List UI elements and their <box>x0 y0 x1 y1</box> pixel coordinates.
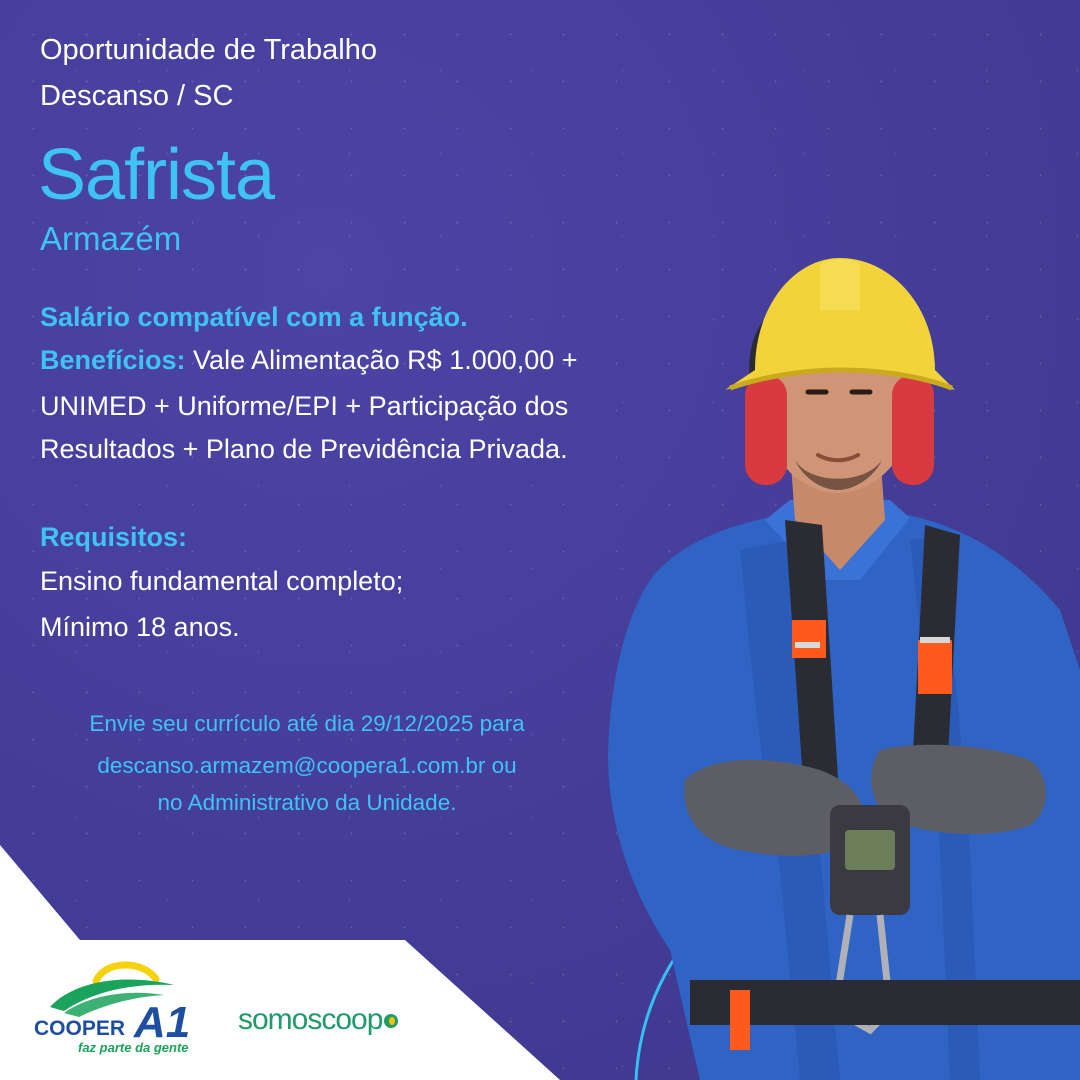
job-title: Safrista <box>38 135 275 215</box>
header-line-1: Oportunidade de Trabalho <box>40 34 377 66</box>
benefits-text-1: Vale Alimentação R$ 1.000,00 + <box>185 345 578 375</box>
benefits-line-1 <box>40 345 578 376</box>
cooper-word: COOPER <box>34 1017 126 1040</box>
application-email: descanso.armazem@coopera1.com.br ou <box>97 753 517 778</box>
worker-photo <box>590 250 1080 1080</box>
cooper-a1-mark: A1 <box>134 998 191 1047</box>
somos-word: somoscoop <box>238 1003 383 1036</box>
requirement-item: Ensino fundamental completo; <box>40 566 404 596</box>
cooper-a1-logo <box>34 955 204 1055</box>
header-location: Descanso / SC <box>40 80 234 112</box>
somoscoop-dot-icon <box>384 1014 398 1028</box>
cooper-tagline: faz parte da gente <box>78 1040 189 1055</box>
requirements-label: Requisitos: <box>40 522 188 552</box>
job-department: Armazém <box>40 220 182 257</box>
application-line-3: no Administrativo da Unidade. <box>157 790 457 815</box>
benefits-line-3: Resultados + Plano de Previdência Privada. <box>40 434 568 464</box>
application-line-1: Envie seu currículo até dia 29/12/2025 para <box>89 711 525 736</box>
requirement-item: Mínimo 18 anos. <box>40 612 240 642</box>
salary-text: Salário compatível com a função. <box>40 302 468 332</box>
somoscoop-logo <box>238 1003 398 1037</box>
benefits-line-2: UNIMED + Uniforme/EPI + Participação dos <box>40 391 569 421</box>
benefits-label: Benefícios: <box>40 345 186 375</box>
